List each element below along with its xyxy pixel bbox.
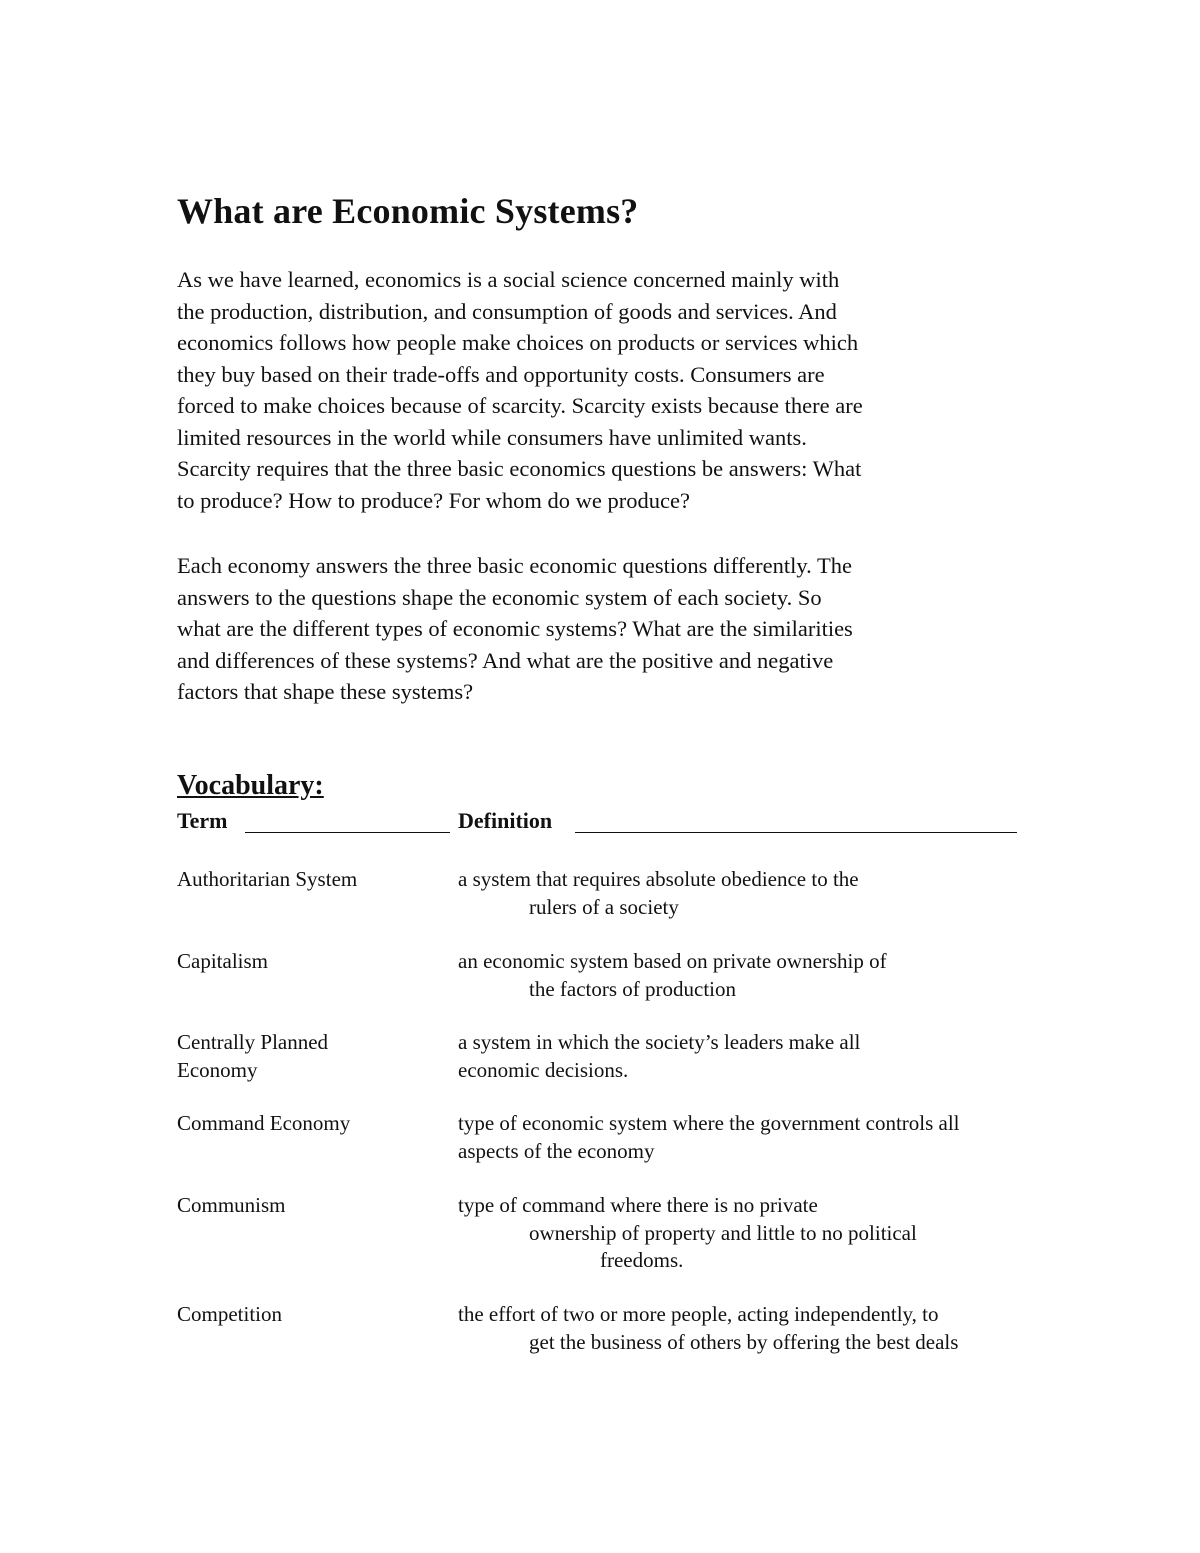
vocabulary-term [177,948,447,976]
text-line: forced to make choices because of scarcity. Scarcity exists because there are [177,393,863,418]
vocabulary-term [177,866,447,894]
vocabulary-heading: Vocabulary: [177,770,324,801]
term-line: Capitalism [177,949,268,973]
text-line: factors that shape these systems? [177,679,474,704]
definition-line: a system that requires absolute obedience to the [458,867,859,891]
vocabulary-definition [458,948,1048,1003]
definition-line: type of command where there is no private [458,1193,818,1217]
text-line: As we have learned, economics is a social science concerned mainly with [177,267,840,292]
text-line: they buy based on their trade-offs and opportunity costs. Consumers are [177,361,825,387]
definition-column-header: Definition [458,808,553,833]
text-line: and differences of these systems? And what are the positive and negative [177,647,834,673]
definition-line: the factors of production [529,976,737,1001]
vocabulary-definition [458,1301,1048,1356]
vocabulary-definition [458,1029,1048,1084]
definition-line: economic decisions. [458,1057,629,1082]
intro-paragraph-1 [177,264,1027,516]
page-title: What are Economic Systems? [177,191,639,231]
term-line: Authoritarian System [177,867,358,891]
text-line: limited resources in the world while consumers have unlimited wants. [177,424,807,450]
text-line: economics follows how people make choices on products or services which [177,330,859,355]
term-line: Communism [177,1193,286,1217]
term-line: Command Economy [177,1111,351,1135]
definition-line: ownership of property and little to no political [529,1220,917,1245]
definition-header-underline [575,832,1017,833]
vocabulary-term [177,1192,447,1220]
term-header-underline [245,832,450,833]
text-line: what are the different types of economic systems? What are the similarities [177,616,853,641]
text-line: to produce? How to produce? For whom do we produce? [177,487,690,513]
term-line: Competition [177,1302,282,1326]
definition-line: aspects of the economy [458,1138,655,1163]
text-line: Scarcity requires that the three basic economics questions be answers: What [177,456,862,481]
text-line: the production, distribution, and consumption of goods and services. And [177,298,837,324]
definition-line: type of economic system where the government controls all [458,1111,960,1135]
text-line: answers to the questions shape the economic system of each society. So [177,584,822,610]
vocabulary-definition [458,866,1048,921]
definition-line: the effort of two or more people, acting independently, to [458,1302,939,1326]
term-line: Economy [177,1057,258,1082]
vocabulary-definition [458,1110,1048,1165]
definition-line: freedoms. [600,1248,684,1272]
term-column-header: Term [177,808,228,833]
definition-line: rulers of a society [529,894,679,919]
text-line: Each economy answers the three basic economic questions differently. The [177,553,852,578]
vocabulary-definition [458,1192,1048,1275]
intro-paragraph-2 [177,550,1027,708]
vocabulary-term [177,1301,447,1329]
term-line: Centrally Planned [177,1030,329,1054]
vocabulary-term [177,1029,447,1084]
definition-line: an economic system based on private ownership of [458,949,887,973]
definition-line: a system in which the society’s leaders make all [458,1030,861,1054]
definition-line: get the business of others by offering the best deals [529,1329,959,1354]
vocabulary-term [177,1110,447,1138]
